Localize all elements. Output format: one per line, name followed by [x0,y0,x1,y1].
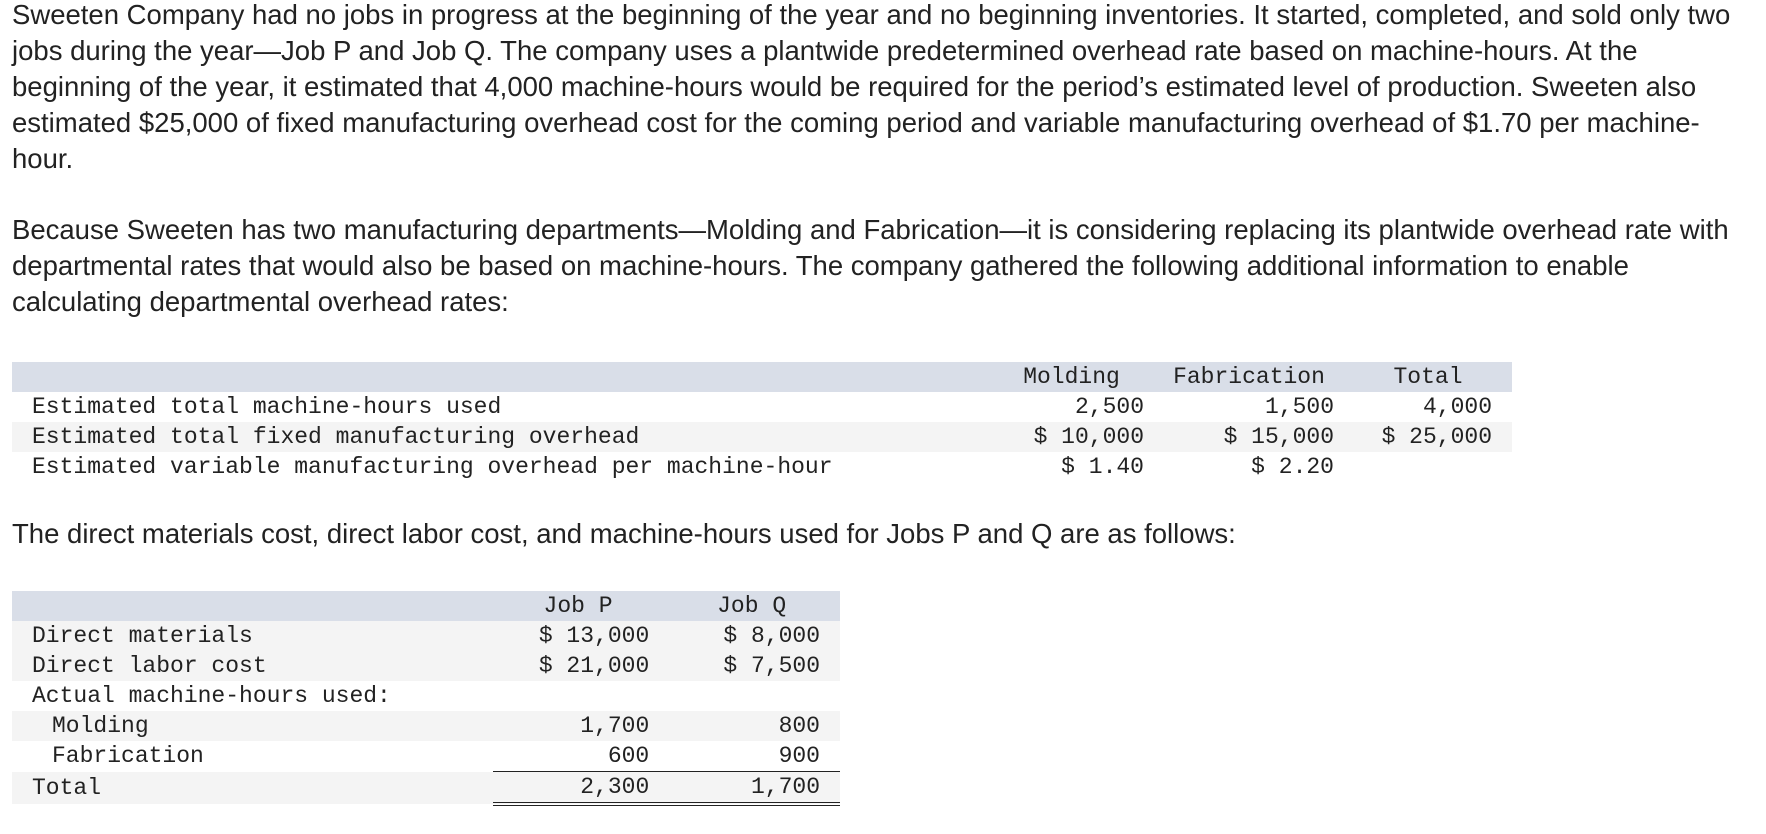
row-label: Estimated total fixed manufacturing overhead [12,422,989,452]
cell-job-q [663,681,840,711]
table-row [12,741,840,772]
table-row [12,621,840,651]
header-job-p: Job P [493,591,663,621]
row-label: Direct materials [12,621,493,651]
table-header-row [12,591,840,621]
cell-job-p [493,681,663,711]
cell-job-p: $ 21,000 [493,651,663,681]
cell-fabrication: $ 2.20 [1154,452,1344,482]
table-row [12,772,840,805]
table-row [12,711,840,741]
row-label: Estimated variable manufacturing overhead per machine-hour [12,452,989,482]
header-molding: Molding [989,362,1154,392]
cell-fabrication: $ 15,000 [1154,422,1344,452]
jobs-paragraph: The direct materials cost, direct labor cost, and machine-hours used for Jobs P and Q are as follows: [12,518,1236,549]
job-costs-table [12,591,840,806]
cell-molding: 2,500 [989,392,1154,422]
cell-job-p: 2,300 [493,772,663,805]
row-label: Fabrication [12,741,493,772]
table-row [12,452,1512,482]
cell-job-q: 800 [663,711,840,741]
cell-molding: $ 10,000 [989,422,1154,452]
cell-job-p: 600 [493,741,663,772]
cell-job-p: $ 13,000 [493,621,663,651]
departments-paragraph: Because Sweeten has two manufacturing departments—Molding and Fabrication—it is considering replacing its plantwide overhead rate with departmental rates that would also be based on machine-hours. The company gathered the following additional information to enable calculating departmental overhead rates: [12,214,1729,317]
departmental-estimates-table [12,362,1512,482]
table-header-row [12,362,1512,392]
header-blank [12,362,989,392]
table-row [12,681,840,711]
table-row [12,651,840,681]
cell-total: $ 25,000 [1344,422,1512,452]
cell-fabrication: 1,500 [1154,392,1344,422]
cell-job-q: 900 [663,741,840,772]
cell-job-p: 1,700 [493,711,663,741]
cell-molding: $ 1.40 [989,452,1154,482]
header-job-q: Job Q [663,591,840,621]
header-fabrication: Fabrication [1154,362,1344,392]
header-total: Total [1344,362,1512,392]
table-row [12,392,1512,422]
row-label: Molding [12,711,493,741]
cell-job-q: 1,700 [663,772,840,805]
cell-job-q: $ 7,500 [663,651,840,681]
row-label: Direct labor cost [12,651,493,681]
row-label: Actual machine-hours used: [12,681,493,711]
intro-paragraph: Sweeten Company had no jobs in progress at the beginning of the year and no beginning inventories. It started, completed, and sold only two jobs during the year—Job P and Job Q. The company uses a plantwide predetermined overhead rate based on machine-hours. At the beginning of the year, it estimated that 4,000 machine-hours would be required for the period’s estimated level of production. Sweeten also estimated $25,000 of fixed manufacturing overhead cost for the coming period and variable manufacturing overhead of $1.70 per machine-hour. [12,0,1731,174]
cell-job-q: $ 8,000 [663,621,840,651]
cell-total: 4,000 [1344,392,1512,422]
row-label: Estimated total machine-hours used [12,392,989,422]
row-label: Total [12,772,493,805]
header-blank [12,591,493,621]
cell-total [1344,452,1512,482]
table-row [12,422,1512,452]
